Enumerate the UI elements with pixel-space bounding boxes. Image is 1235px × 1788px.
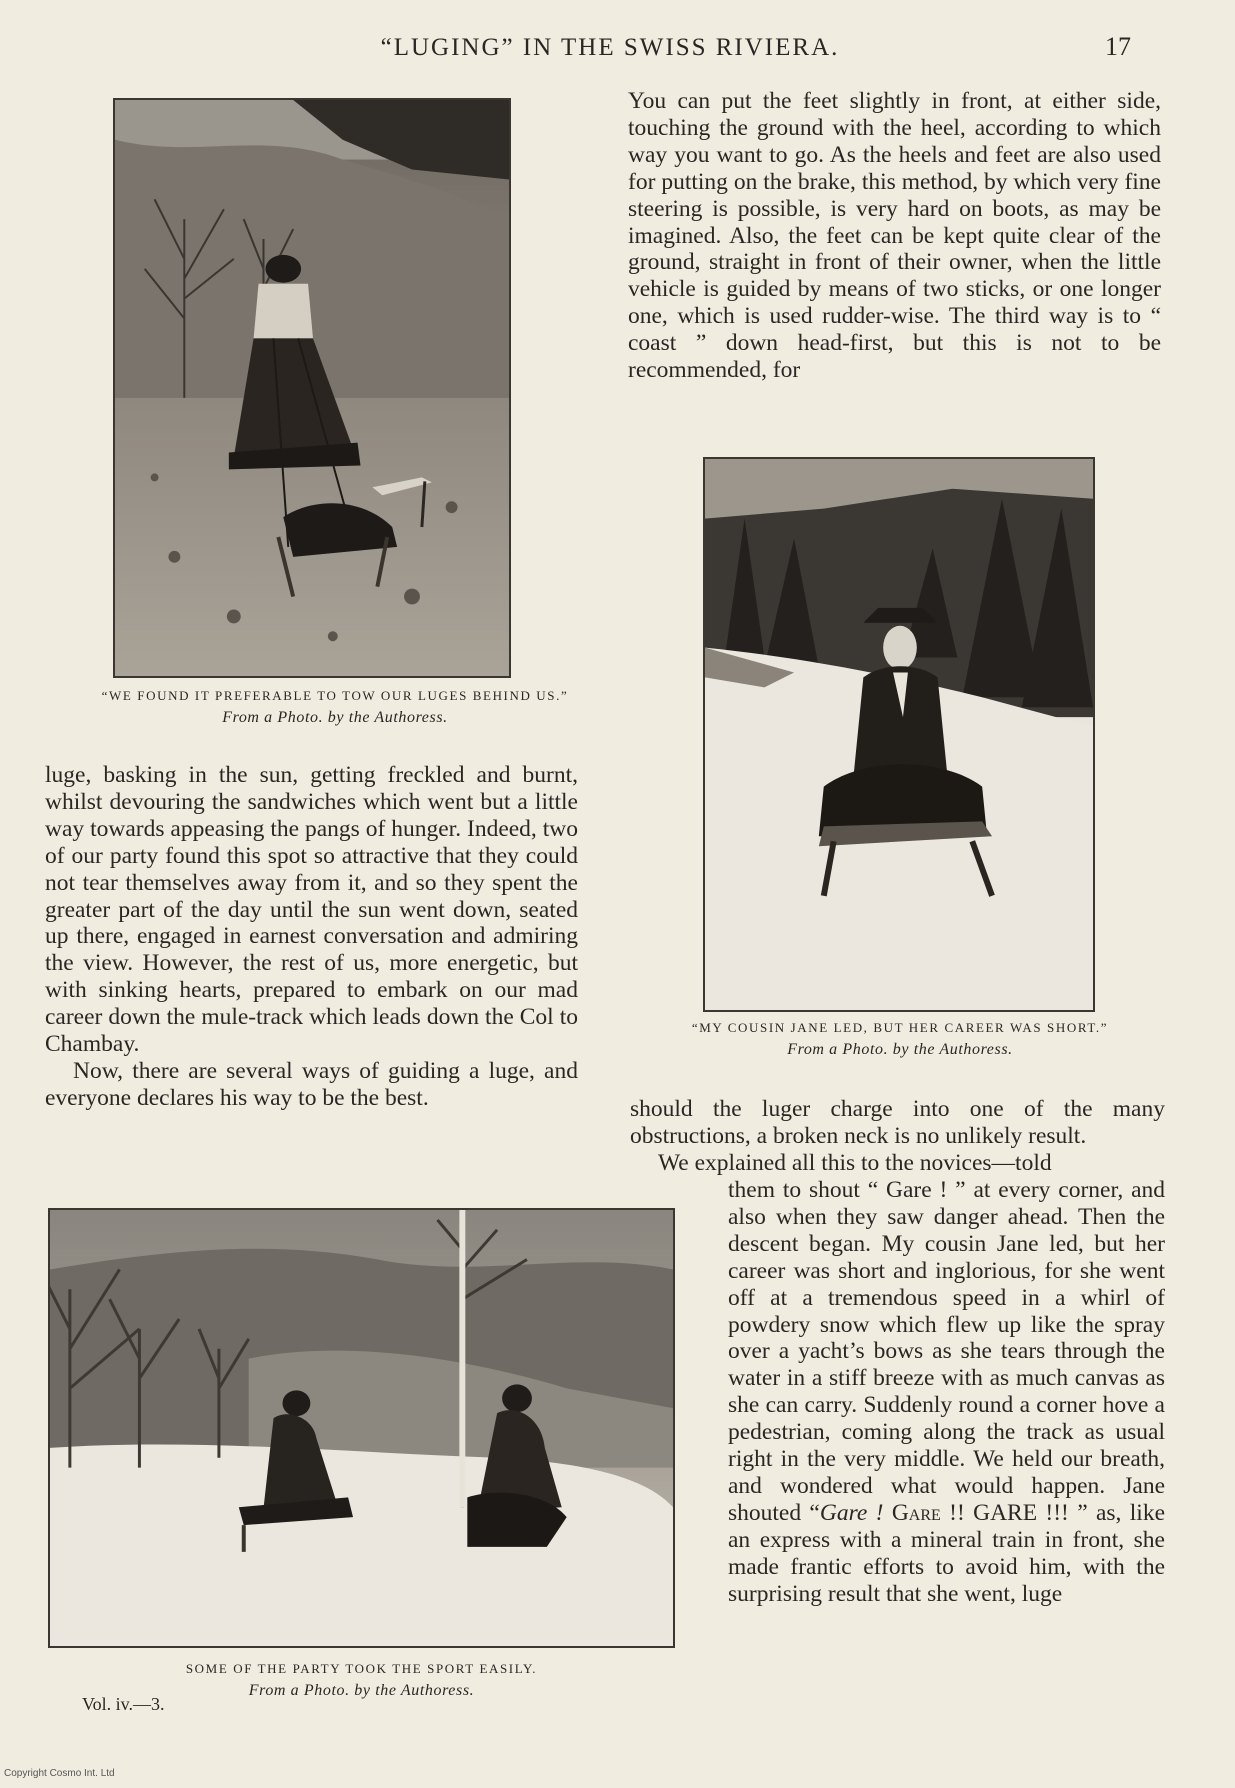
- right-paragraph-start: We explained all this to the novices—told: [658, 1149, 1052, 1176]
- volume-signature: Vol. iv.—3.: [82, 1694, 165, 1714]
- left-paragraph-1: luge, basking in the sun, getting freckled and burnt, whilst devouring the sandwiches which went but a little way towards appeasing the pangs of hunger. Indeed, two of our party found this spot so attractive that they could not tear themselves away from it, and so they spent the greater part of the day until the sun went down, seated up there, engaged in earnest conversation and admiring the view. However, the rest of us, more energetic, but with sinking hearts, prepared to embark on our mad career down the mule-track which leads down the Col to Chambay.: [45, 762, 578, 1058]
- right-column-top: [628, 88, 1161, 384]
- figure-1-caption: [100, 685, 570, 729]
- photo-cousin-jane-image: [705, 459, 1093, 1010]
- right-paragraph-top: You can put the feet slightly in front, at either side, touching the ground with the heel, according to which way you want to go. As the heels and feet are also used for putting on the brake, this method, by which very fine steering is possible, is very hard on boots, as may be imagined. Also, the feet can be kept quite clear of the ground, straight in front of their owner, when the little vehicle is guided by means of two sticks, or one longer one, which is used rudder-wise. The third way is to “ coast ” down head-first, but this is not to be recommended, for: [628, 88, 1161, 384]
- figure-3-caption-text: SOME OF THE PARTY TOOK THE SPORT EASILY.: [185, 1661, 538, 1676]
- figure-3-credit: From a Photo. by the Authoress.: [248, 1682, 475, 1699]
- right-paragraph-continued: should the luger charge into one of the many obstructions, a broken neck is no unlikely result.: [630, 1096, 1165, 1149]
- photo-towing-luges-image: [115, 100, 509, 676]
- right-column-middle: [630, 1096, 1165, 1177]
- figure-2-credit: From a Photo. by the Authoress.: [787, 1041, 1013, 1058]
- photo-party-sitting-image: [50, 1210, 673, 1646]
- right-column-narrow: [728, 1177, 1165, 1608]
- figure-2-caption-text: “MY COUSIN JANE LED, BUT HER CAREER WAS SHORT.”: [691, 1020, 1109, 1035]
- right-paragraph-narrow-text-1: them to shout “ Gare ! ” at every corner, and also when they saw danger ahead. Then the descent began. My cousin Jane led, but her career was short and inglorious, for she went off at a tremendous speed in a whirl of powdery snow which flew up like the spray over a yacht’s bows as she tears through the water in a stiff breeze with as much canvas as she can carry. Suddenly round a corner hove a pedestrian, coming along the track as usual right in the very middle. We held our breath, and wondered what would happen. Jane shouted “: [728, 1177, 1165, 1526]
- right-paragraph-narrow: [728, 1177, 1165, 1608]
- copyright-notice: Copyright Cosmo Int. Ltd: [4, 1768, 115, 1779]
- page-number: 17: [1105, 32, 1131, 61]
- right-paragraph-narrow-text-2: ” as, like an express with a mineral train in front, she made frantic efforts to avoid him, with the surprising result that she went, luge: [728, 1499, 1166, 1607]
- figure-1-credit: From a Photo. by the Authoress.: [222, 709, 448, 726]
- photo-party-sitting: [48, 1208, 675, 1648]
- left-column: [45, 762, 578, 1112]
- figure-2-caption: [655, 1017, 1145, 1061]
- photo-cousin-jane: [703, 457, 1095, 1012]
- gare-italic: Gare !: [819, 1499, 884, 1526]
- left-paragraph-2: Now, there are several ways of guiding a luge, and everyone declares his way to be the best.: [45, 1057, 578, 1111]
- figure-1-caption-text: “WE FOUND IT PREFERABLE TO TOW OUR LUGES BEHIND US.”: [101, 688, 569, 703]
- running-title: “LUGING” IN THE SWISS RIVIERA.: [380, 34, 840, 61]
- photo-towing-luges: [113, 98, 511, 678]
- gare-small-caps: Gare !! GARE !!!: [891, 1499, 1078, 1526]
